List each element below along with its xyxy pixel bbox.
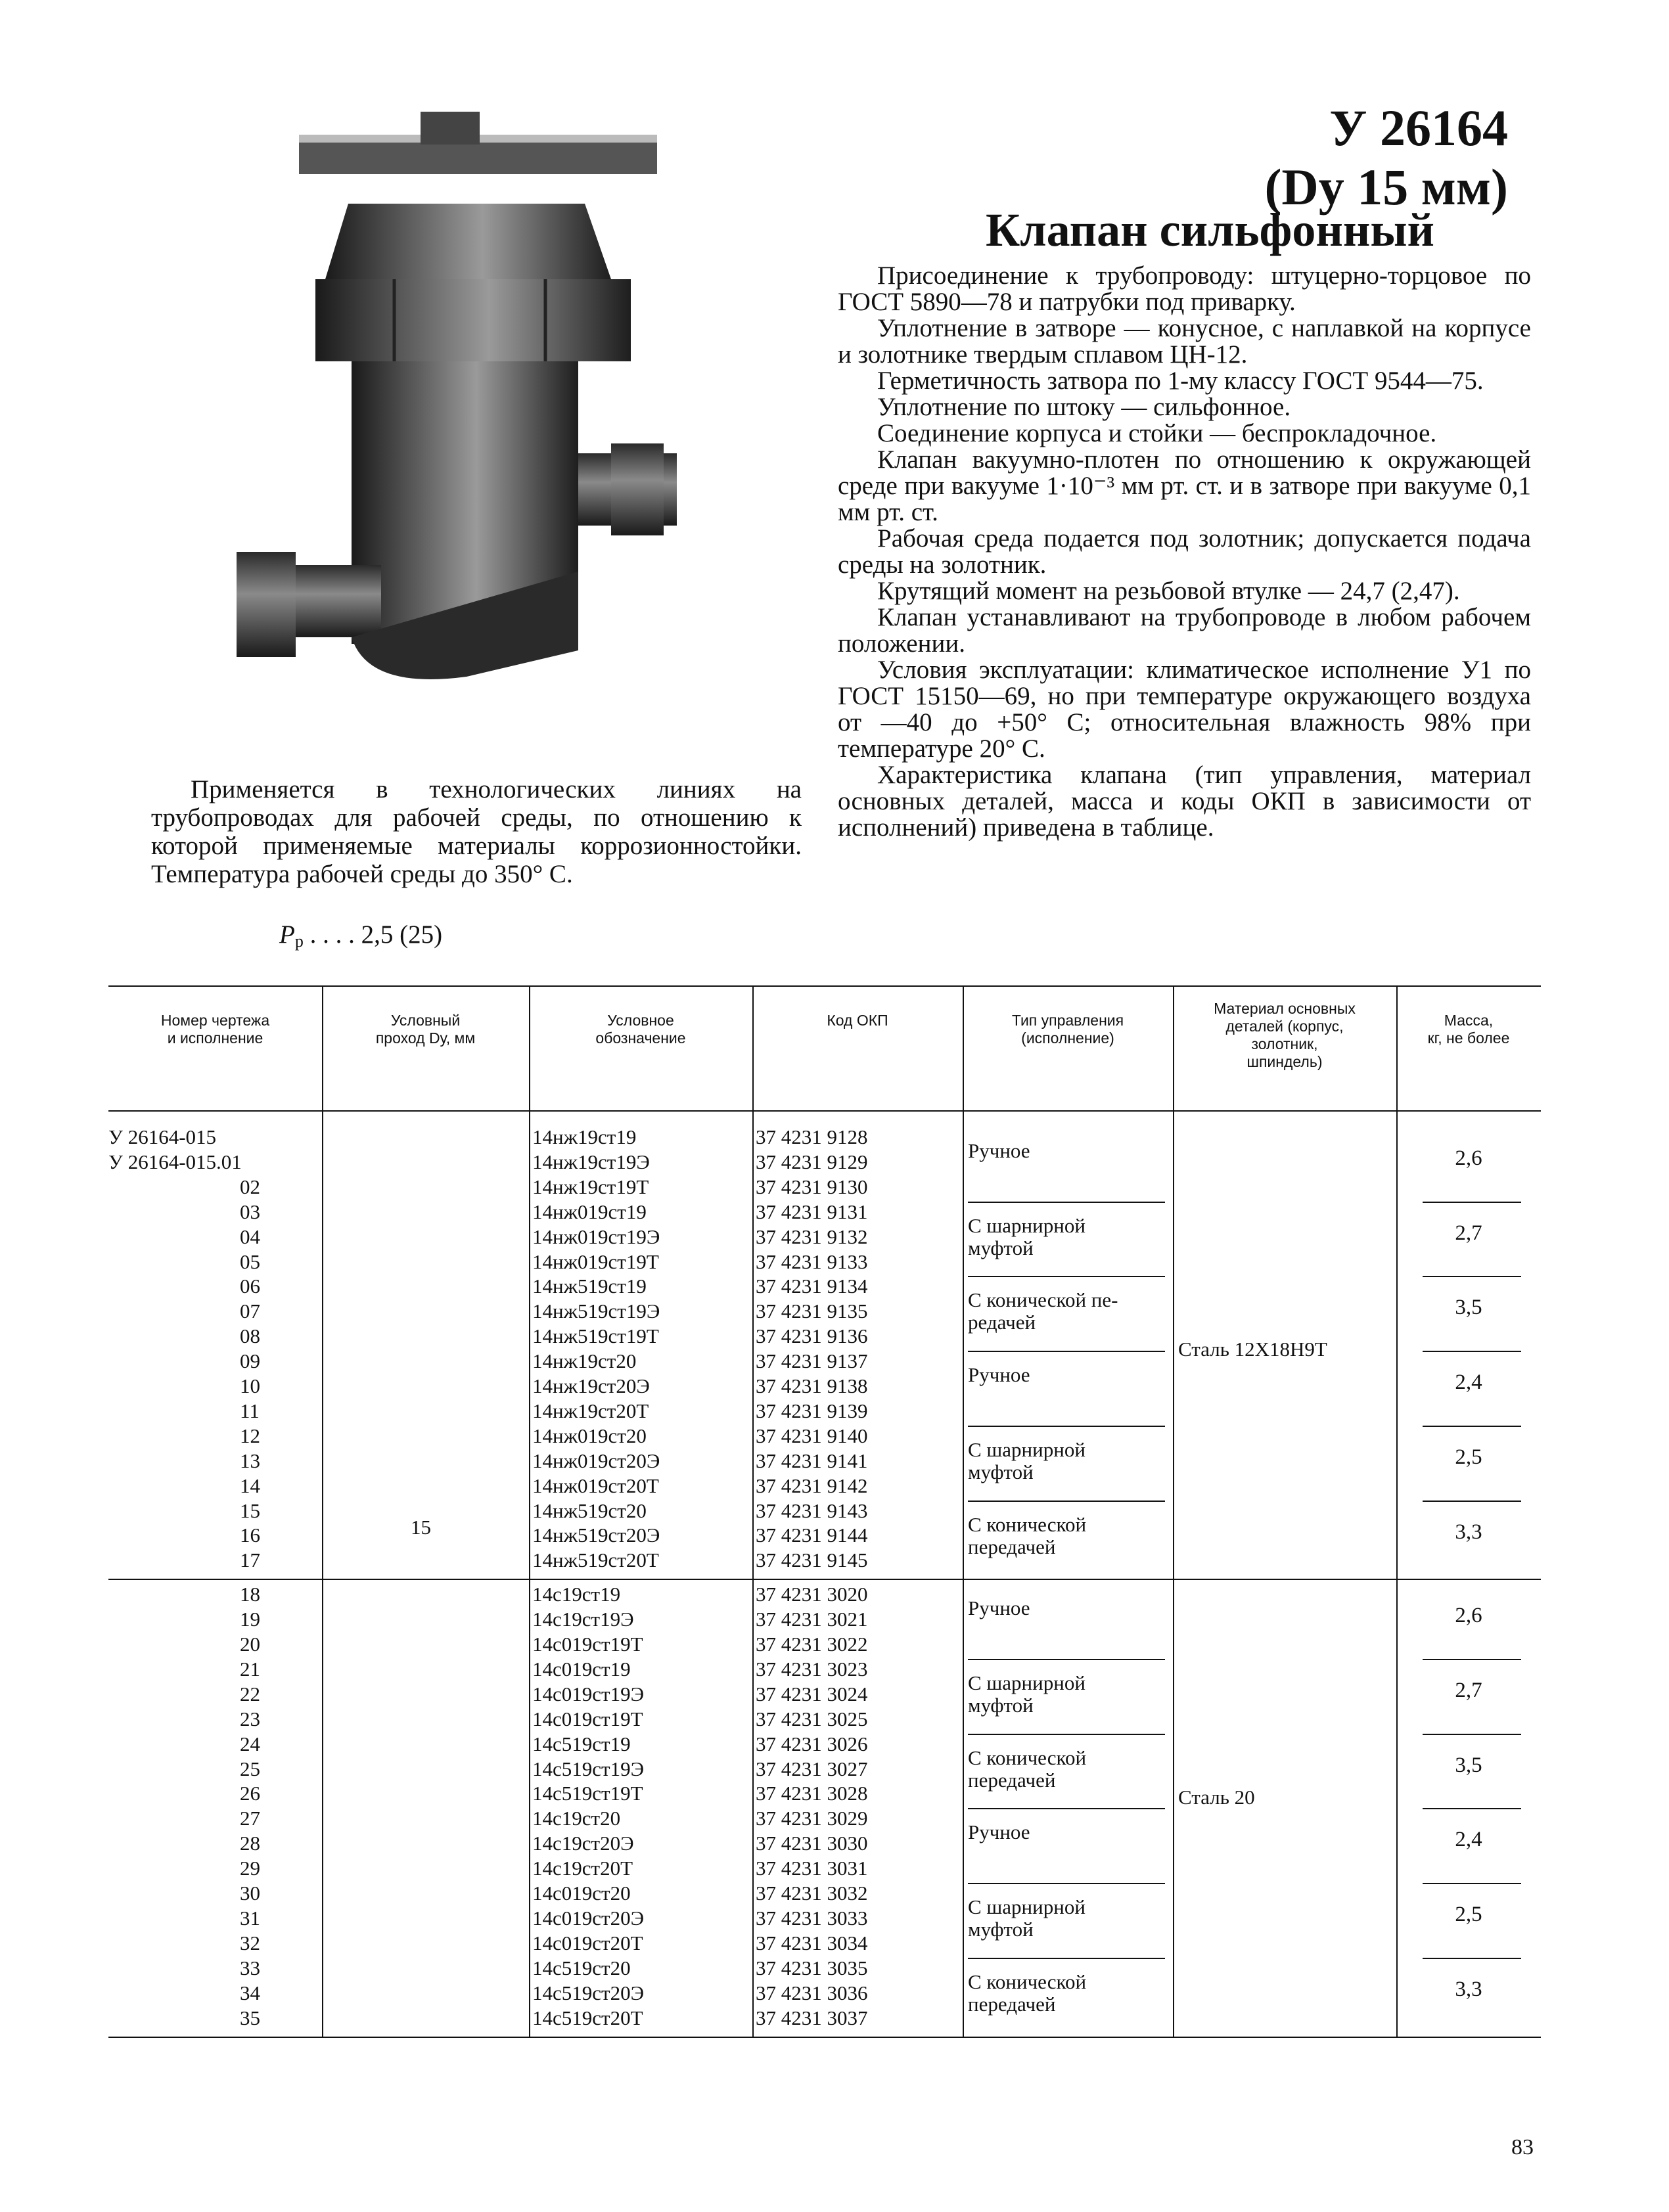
designation: 14нж19ст20Т — [532, 1399, 649, 1422]
designation: 14нж019ст20 — [532, 1424, 647, 1447]
mass-value: 2,6 — [1455, 1604, 1482, 1628]
drawing-number: 16 — [240, 1524, 260, 1547]
group-separator — [529, 1579, 963, 1580]
type-separator — [968, 1501, 1165, 1502]
drawing-number: 08 — [240, 1324, 260, 1348]
table-column-rule — [1396, 985, 1398, 2037]
table-header-cell: Номер чертежа и исполнение — [160, 1012, 270, 1047]
drawing-number: 29 — [240, 1857, 260, 1880]
okp-code: 37 4231 9128 — [756, 1125, 868, 1148]
okp-code: 37 4231 9138 — [756, 1374, 868, 1397]
designation: 14с019ст19Т — [532, 1633, 643, 1656]
type-separator — [968, 1958, 1165, 1959]
mass-separator — [1423, 1808, 1521, 1809]
table-header-cell: Тип управления (исполнение) — [1011, 1012, 1124, 1047]
description-paragraph: Крутящий момент на резьбовой втулке — 24,7 (2,47). — [877, 577, 1460, 605]
type-separator — [968, 1808, 1165, 1809]
designation: 14нж19ст20 — [532, 1349, 637, 1373]
description-paragraph: Клапан вакуумно-плотен по отношению к окружающей среде при вакууме 1·10⁻³ мм рт. ст. и в затворе при вакууме 0,1 мм рт. ст. — [838, 445, 1531, 526]
okp-code: 37 4231 9145 — [756, 1548, 868, 1572]
control-type: Ручное — [968, 1596, 1030, 1620]
drawing-number: У 26164-015.01 — [108, 1150, 242, 1173]
control-type: Ручное — [968, 1363, 1030, 1387]
control-type: С шарнирной муфтой — [968, 1895, 1086, 1941]
control-type: С шарнирной муфтой — [968, 1671, 1086, 1717]
okp-code: 37 4231 9141 — [756, 1449, 868, 1472]
designation: 14с019ст20Э — [532, 1906, 645, 1930]
drawing-number: 24 — [240, 1732, 260, 1755]
okp-code: 37 4231 3023 — [756, 1657, 868, 1681]
table-column-rule — [529, 985, 530, 2037]
description — [838, 263, 1531, 841]
okp-code: 37 4231 3022 — [756, 1633, 868, 1656]
control-type: Ручное — [968, 1820, 1030, 1844]
control-type: Ручное — [968, 1139, 1030, 1162]
drawing-number: 33 — [240, 1956, 260, 1979]
okp-code: 37 4231 3025 — [756, 1707, 868, 1730]
mass-value: 2,4 — [1455, 1370, 1482, 1395]
material-separator — [963, 1579, 1541, 1580]
description-paragraph: Соединение корпуса и стойки — беспрокладочное. — [877, 419, 1437, 447]
drawing-number: 17 — [240, 1548, 260, 1572]
drawing-number: 05 — [240, 1250, 260, 1273]
okp-code: 37 4231 9132 — [756, 1225, 868, 1248]
designation: 14нж19ст19 — [532, 1125, 637, 1148]
mass-value: 3,3 — [1455, 1977, 1482, 2001]
mass-separator — [1423, 1202, 1521, 1203]
drawing-number: 14 — [240, 1474, 260, 1497]
pressure-rating — [279, 920, 442, 951]
mass-separator — [1423, 1958, 1521, 1959]
drawing-number: 12 — [240, 1424, 260, 1447]
description-paragraph: Уплотнение в затворе — конусное, с наплавкой на корпусе и золотнике твердым сплавом ЦН-12. — [838, 314, 1531, 369]
drawing-number: 21 — [240, 1657, 260, 1681]
okp-code: 37 4231 3028 — [756, 1782, 868, 1805]
okp-code: 37 4231 3035 — [756, 1956, 868, 1979]
drawing-number: 27 — [240, 1807, 260, 1830]
mass-value: 2,6 — [1455, 1146, 1482, 1170]
okp-code: 37 4231 9137 — [756, 1349, 868, 1373]
drawing-number: 34 — [240, 1981, 260, 2004]
mass-separator — [1423, 1659, 1521, 1660]
drawing-number: 26 — [240, 1782, 260, 1805]
mass-value: 2,5 — [1455, 1903, 1482, 1926]
designation: 14нж519ст19Э — [532, 1299, 660, 1323]
table-header-cell: Код ОКП — [827, 1012, 888, 1029]
okp-code: 37 4231 9143 — [756, 1499, 868, 1522]
okp-code: 37 4231 3036 — [756, 1981, 868, 2004]
okp-code: 37 4231 9129 — [756, 1150, 868, 1173]
pressure-value: 2,5 (25) — [361, 920, 443, 949]
designation: 14с19ст19 — [532, 1583, 621, 1606]
table-column-rule — [752, 985, 754, 2037]
drawing-number: 07 — [240, 1299, 260, 1323]
okp-code: 37 4231 9134 — [756, 1275, 868, 1298]
mass-separator — [1423, 1501, 1521, 1502]
pressure-dots: . . . . — [303, 920, 361, 949]
designation: 14с019ст19 — [532, 1657, 631, 1681]
mass-value: 3,3 — [1455, 1520, 1482, 1544]
drawing-number: У 26164-015 — [108, 1125, 217, 1148]
drawing-number: 19 — [240, 1608, 260, 1631]
mass-separator — [1423, 1734, 1521, 1735]
drawing-number: 18 — [240, 1583, 260, 1606]
designation: 14нж19ст20Э — [532, 1374, 650, 1397]
okp-code: 37 4231 9144 — [756, 1524, 868, 1547]
okp-code: 37 4231 3037 — [756, 2006, 868, 2029]
designation: 14нж019ст19 — [532, 1200, 647, 1223]
control-type: С шарнирной муфтой — [968, 1437, 1086, 1483]
designation: 14с519ст19Э — [532, 1757, 645, 1780]
okp-code: 37 4231 9142 — [756, 1474, 868, 1497]
okp-code: 37 4231 3030 — [756, 1832, 868, 1855]
model-number: У 26164 — [1329, 99, 1508, 156]
drawing-number: 31 — [240, 1906, 260, 1930]
table-bottom-rule — [108, 2037, 1541, 2038]
type-separator — [968, 1659, 1165, 1660]
designation: 14с519ст19 — [532, 1732, 631, 1755]
mass-value: 2,7 — [1455, 1678, 1482, 1702]
designation: 14нж19ст19Т — [532, 1175, 649, 1198]
designation: 14с19ст19Э — [532, 1608, 634, 1631]
valve-photo — [217, 112, 710, 736]
drawing-number: 11 — [240, 1399, 260, 1422]
designation: 14нж519ст19Т — [532, 1324, 659, 1348]
drawing-number: 25 — [240, 1757, 260, 1780]
okp-code: 37 4231 3029 — [756, 1807, 868, 1830]
material: Сталь 12Х18Н9Т — [1178, 1338, 1327, 1361]
designation: 14нж019ст19Т — [532, 1250, 659, 1273]
designation: 14нж519ст20Э — [532, 1524, 660, 1547]
control-type: С конической передачей — [968, 1512, 1087, 1558]
designation: 14нж019ст19Э — [532, 1225, 660, 1248]
designation: 14с019ст20Т — [532, 1931, 643, 1954]
okp-code: 37 4231 9130 — [756, 1175, 868, 1198]
designation: 14нж019ст20Э — [532, 1449, 660, 1472]
table-column-rule — [322, 985, 323, 2037]
designation: 14с019ст20 — [532, 1882, 631, 1905]
mass-separator — [1423, 1426, 1521, 1427]
table-column-rule — [1173, 985, 1174, 2037]
description-paragraph: Клапан устанавливают на трубопроводе в любом рабочем положении. — [838, 603, 1531, 658]
dn-value: 15 — [411, 1515, 431, 1539]
drawing-number: 03 — [240, 1200, 260, 1223]
type-separator — [968, 1202, 1165, 1203]
description-paragraph: Присоединение к трубопроводу: штуцерно-торцовое по ГОСТ 5890—78 и патрубки под приварку. — [838, 261, 1531, 316]
designation: 14нж519ст20Т — [532, 1548, 659, 1572]
designation: 14нж519ст19 — [532, 1275, 647, 1298]
okp-code: 37 4231 3024 — [756, 1682, 868, 1705]
mass-value: 3,5 — [1455, 1296, 1482, 1320]
control-type: С шарнирной муфтой — [968, 1213, 1086, 1259]
group-separator — [108, 1579, 529, 1580]
drawing-number: 06 — [240, 1275, 260, 1298]
okp-code: 37 4231 3034 — [756, 1931, 868, 1954]
drawing-number: 28 — [240, 1832, 260, 1855]
designation: 14с519ст20Э — [532, 1981, 645, 2004]
drawing-number: 22 — [240, 1682, 260, 1705]
type-separator — [968, 1734, 1165, 1735]
type-separator — [968, 1883, 1165, 1884]
table-header-cell: Масса, кг, не более — [1427, 1012, 1510, 1047]
nominal-diameter: (Dy 15 мм) — [1264, 158, 1508, 215]
type-separator — [968, 1351, 1165, 1352]
drawing-number: 35 — [240, 2006, 260, 2029]
pressure-subscript: р — [294, 932, 304, 951]
page-title: Клапан сильфонный — [986, 204, 1435, 256]
okp-code: 37 4231 9139 — [756, 1399, 868, 1422]
spec-table — [108, 985, 1541, 2037]
table-header-cell: Материал основных деталей (корпус, золотник, шпиндель) — [1214, 1000, 1356, 1070]
control-type: С конической передачей — [968, 1970, 1087, 2016]
mass-value: 2,5 — [1455, 1445, 1482, 1469]
model-designation — [1264, 99, 1508, 217]
type-separator — [968, 1426, 1165, 1427]
table-header-rule — [108, 1110, 1541, 1112]
table-top-rule — [108, 985, 1541, 987]
description-paragraph: Уплотнение по штоку — сильфонное. — [877, 393, 1291, 421]
drawing-number: 04 — [240, 1225, 260, 1248]
mass-value: 2,7 — [1455, 1221, 1482, 1245]
drawing-number: 09 — [240, 1349, 260, 1373]
drawing-number: 13 — [240, 1449, 260, 1472]
drawing-number: 20 — [240, 1633, 260, 1656]
okp-code: 37 4231 9135 — [756, 1299, 868, 1323]
pressure-symbol: P — [279, 920, 295, 949]
drawing-number: 02 — [240, 1175, 260, 1198]
material: Сталь 20 — [1178, 1786, 1255, 1809]
designation: 14с19ст20Э — [532, 1832, 634, 1855]
table-header-cell: Условный проход Dу, мм — [375, 1012, 476, 1047]
mass-separator — [1423, 1276, 1521, 1277]
mass-value: 3,5 — [1455, 1753, 1482, 1777]
mass-separator — [1423, 1883, 1521, 1884]
okp-code: 37 4231 3032 — [756, 1882, 868, 1905]
application-text: Применяется в технологических линиях на трубопроводах для рабочей среды, по отношению к которой применяемые материалы коррозионностойки. Температура рабочей среды до 350° С. — [151, 775, 802, 888]
drawing-number: 15 — [240, 1499, 260, 1522]
okp-code: 37 4231 3033 — [756, 1906, 868, 1930]
table-column-rule — [963, 985, 964, 2037]
control-type: С конической пе- редачей — [968, 1288, 1118, 1334]
mass-value: 2,4 — [1455, 1828, 1482, 1852]
designation: 14с019ст19Э — [532, 1682, 645, 1705]
okp-code: 37 4231 9140 — [756, 1424, 868, 1447]
designation: 14с19ст20 — [532, 1807, 621, 1830]
designation: 14с19ст20Т — [532, 1857, 633, 1880]
okp-code: 37 4231 3020 — [756, 1583, 868, 1606]
control-type: С конической передачей — [968, 1746, 1087, 1792]
page-number: 83 — [1511, 2135, 1534, 2159]
description-paragraph: Условия эксплуатации: климатическое исполнение У1 по ГОСТ 15150—69, но при температуре окружающего воздуха от —40 до +50° С; относительная влажность 98% при температуре 20° С. — [838, 656, 1531, 763]
drawing-number: 32 — [240, 1931, 260, 1954]
okp-code: 37 4231 9133 — [756, 1250, 868, 1273]
table-header-cell: Условное обозначение — [595, 1012, 686, 1047]
description-paragraph: Рабочая среда подается под золотник; допускается подача среды на золотник. — [838, 524, 1531, 579]
mass-separator — [1423, 1351, 1521, 1352]
okp-code: 37 4231 3031 — [756, 1857, 868, 1880]
okp-code: 37 4231 9136 — [756, 1324, 868, 1348]
okp-code: 37 4231 9131 — [756, 1200, 868, 1223]
designation: 14нж19ст19Э — [532, 1150, 650, 1173]
designation: 14нж019ст20Т — [532, 1474, 659, 1497]
designation: 14нж519ст20 — [532, 1499, 647, 1522]
okp-code: 37 4231 3021 — [756, 1608, 868, 1631]
designation: 14с519ст20 — [532, 1956, 631, 1979]
designation: 14с519ст19Т — [532, 1782, 643, 1805]
designation: 14с019ст19Т — [532, 1707, 643, 1730]
drawing-number: 30 — [240, 1882, 260, 1905]
description-paragraph: Герметичность затвора по 1-му классу ГОСТ 9544—75. — [877, 367, 1484, 395]
drawing-number: 23 — [240, 1707, 260, 1730]
type-separator — [968, 1276, 1165, 1277]
okp-code: 37 4231 3027 — [756, 1757, 868, 1780]
drawing-number: 10 — [240, 1374, 260, 1397]
designation: 14с519ст20Т — [532, 2006, 643, 2029]
description-paragraph: Характеристика клапана (тип управления, материал основных деталей, масса и коды ОКП в зависимости от исполнений) приведена в таблице. — [838, 761, 1531, 842]
okp-code: 37 4231 3026 — [756, 1732, 868, 1755]
